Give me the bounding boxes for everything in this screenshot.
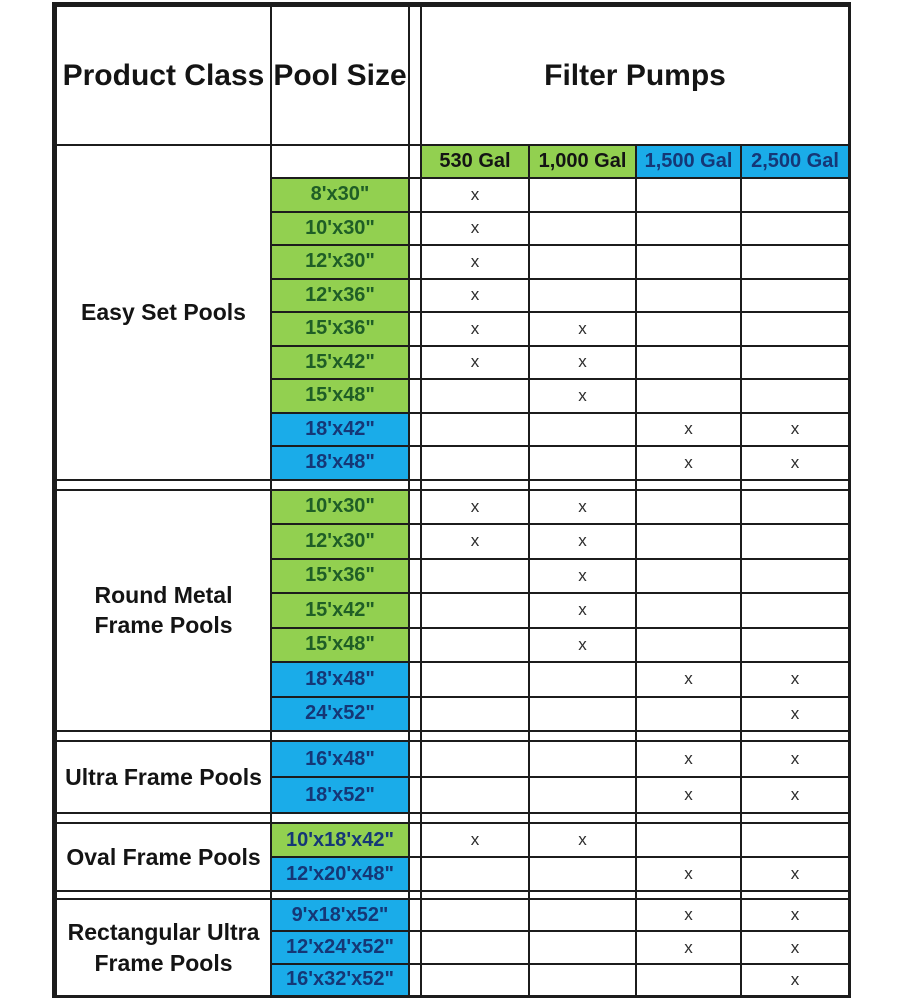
pump-mark-cell <box>635 696 740 731</box>
pump-mark-cell <box>528 963 635 995</box>
pump-mark-cell <box>528 930 635 962</box>
column-divider <box>408 523 420 558</box>
pump-mark-cell <box>528 412 635 446</box>
pump-mark-cell <box>420 696 528 731</box>
section-divider <box>408 730 420 740</box>
pump-mark-cell: x <box>635 445 740 479</box>
product-class-cell <box>55 822 270 890</box>
pump-mark-cell <box>420 592 528 627</box>
section-divider <box>740 890 848 898</box>
section-divider <box>528 812 635 822</box>
pool-size-cell: 18'x52" <box>270 776 408 812</box>
pump-mark-cell <box>635 627 740 662</box>
compatibility-table <box>52 2 851 998</box>
pump-mark-cell <box>740 177 848 211</box>
pump-mark-cell <box>635 211 740 245</box>
pump-mark-cell <box>528 177 635 211</box>
pool-size-cell: 10'x18'x42" <box>270 822 408 856</box>
pump-column-header: 2,500 Gal <box>740 144 848 177</box>
pump-mark-cell: x <box>528 311 635 345</box>
column-divider <box>408 661 420 696</box>
pool-size-cell: 12'x36" <box>270 278 408 312</box>
pump-mark-cell: x <box>528 822 635 856</box>
pump-mark-cell: x <box>740 740 848 776</box>
section-divider <box>55 812 270 822</box>
product-class-label: Round Metal <box>94 581 233 608</box>
pump-mark-cell <box>420 378 528 412</box>
pump-mark-cell <box>528 244 635 278</box>
pump-mark-cell: x <box>740 412 848 446</box>
column-divider <box>408 558 420 593</box>
pump-mark-cell: x <box>420 211 528 245</box>
pump-mark-cell <box>635 523 740 558</box>
pump-mark-cell <box>740 523 848 558</box>
product-class-label: Ultra Frame Pools <box>65 763 262 790</box>
section-divider <box>55 730 270 740</box>
column-divider <box>408 898 420 930</box>
pump-mark-cell: x <box>740 963 848 995</box>
pump-mark-cell <box>420 898 528 930</box>
pool-size-cell: 12'x20'x48" <box>270 856 408 890</box>
pump-mark-cell <box>528 740 635 776</box>
pump-column-header: 1,000 Gal <box>528 144 635 177</box>
column-divider <box>408 278 420 312</box>
pump-mark-cell <box>420 856 528 890</box>
pool-size-cell: 10'x30" <box>270 489 408 524</box>
column-divider <box>408 592 420 627</box>
pool-size-cell: 12'x30" <box>270 523 408 558</box>
pool-size-cell: 10'x30" <box>270 211 408 245</box>
column-divider <box>408 345 420 379</box>
section-divider <box>420 479 528 489</box>
product-class-header: Product Class <box>55 5 270 144</box>
product-class-cell <box>55 898 270 995</box>
column-divider <box>408 963 420 995</box>
section-divider <box>420 730 528 740</box>
pump-mark-cell: x <box>528 378 635 412</box>
pump-mark-cell: x <box>528 345 635 379</box>
pump-mark-cell: x <box>740 930 848 962</box>
pump-mark-cell: x <box>635 661 740 696</box>
pool-size-cell: 15'x48" <box>270 378 408 412</box>
pool-size-cell: 18'x48" <box>270 445 408 479</box>
pump-mark-cell <box>420 445 528 479</box>
section-divider <box>270 730 408 740</box>
pump-mark-cell: x <box>420 489 528 524</box>
pump-column-header: 530 Gal <box>420 144 528 177</box>
product-class-label: Oval Frame Pools <box>66 843 261 870</box>
pump-column-header: 1,500 Gal <box>635 144 740 177</box>
pool-size-cell: 12'x24'x52" <box>270 930 408 962</box>
column-divider <box>408 445 420 479</box>
pump-mark-cell <box>528 776 635 812</box>
pool-size-cell: 15'x42" <box>270 345 408 379</box>
pump-mark-cell <box>635 558 740 593</box>
product-class-label: Frame Pools <box>94 612 233 639</box>
pump-mark-cell <box>420 963 528 995</box>
pump-mark-cell <box>635 489 740 524</box>
pump-mark-cell: x <box>528 523 635 558</box>
pump-mark-cell <box>420 740 528 776</box>
pump-mark-cell: x <box>420 822 528 856</box>
section-divider <box>635 479 740 489</box>
pool-size-blank-cell <box>270 144 408 177</box>
pool-size-cell: 12'x30" <box>270 244 408 278</box>
pump-mark-cell <box>420 412 528 446</box>
pump-mark-cell <box>528 278 635 312</box>
pump-mark-cell: x <box>420 345 528 379</box>
pump-mark-cell <box>420 661 528 696</box>
column-divider <box>408 412 420 446</box>
column-divider <box>408 144 420 177</box>
pump-mark-cell: x <box>740 856 848 890</box>
pump-mark-cell <box>528 211 635 245</box>
pump-mark-cell <box>420 558 528 593</box>
pump-mark-cell <box>528 898 635 930</box>
pump-mark-cell <box>635 278 740 312</box>
pool-size-cell: 8'x30" <box>270 177 408 211</box>
section-divider <box>635 730 740 740</box>
section-divider <box>270 479 408 489</box>
column-divider <box>408 5 420 144</box>
product-class-label: Frame Pools <box>94 949 233 976</box>
pump-mark-cell <box>740 489 848 524</box>
section-divider <box>635 812 740 822</box>
pump-mark-cell: x <box>635 412 740 446</box>
product-class-cell <box>55 144 270 479</box>
pump-mark-cell: x <box>635 776 740 812</box>
section-divider <box>55 479 270 489</box>
pump-mark-cell <box>420 930 528 962</box>
column-divider <box>408 696 420 731</box>
pump-mark-cell: x <box>420 278 528 312</box>
pump-mark-cell <box>528 661 635 696</box>
pool-size-cell: 16'x32'x52" <box>270 963 408 995</box>
pump-mark-cell <box>740 627 848 662</box>
pump-mark-cell <box>740 311 848 345</box>
pool-size-cell: 16'x48" <box>270 740 408 776</box>
pool-size-cell: 9'x18'x52" <box>270 898 408 930</box>
product-class-label: Rectangular Ultra <box>67 919 260 946</box>
section-divider <box>408 479 420 489</box>
pump-mark-cell: x <box>420 177 528 211</box>
pump-mark-cell <box>740 211 848 245</box>
pump-mark-cell <box>740 345 848 379</box>
pump-mark-cell: x <box>740 696 848 731</box>
section-divider <box>420 812 528 822</box>
section-divider <box>635 890 740 898</box>
pump-mark-cell <box>635 963 740 995</box>
pump-mark-cell <box>740 822 848 856</box>
column-divider <box>408 776 420 812</box>
pump-mark-cell: x <box>740 661 848 696</box>
pool-size-cell: 18'x42" <box>270 412 408 446</box>
pump-mark-cell <box>740 592 848 627</box>
pump-mark-cell: x <box>635 856 740 890</box>
section-divider <box>408 812 420 822</box>
column-divider <box>408 177 420 211</box>
column-divider <box>408 378 420 412</box>
product-class-label: Easy Set Pools <box>81 299 246 326</box>
pump-mark-cell: x <box>528 489 635 524</box>
pool-size-cell: 15'x36" <box>270 311 408 345</box>
pump-mark-cell <box>528 696 635 731</box>
pump-mark-cell <box>740 278 848 312</box>
pump-mark-cell: x <box>528 627 635 662</box>
pump-mark-cell: x <box>635 898 740 930</box>
pool-size-cell: 15'x42" <box>270 592 408 627</box>
column-divider <box>408 627 420 662</box>
section-divider <box>740 812 848 822</box>
section-divider <box>420 890 528 898</box>
pump-mark-cell: x <box>635 930 740 962</box>
section-divider <box>55 890 270 898</box>
pump-mark-cell: x <box>420 244 528 278</box>
pump-mark-cell: x <box>740 898 848 930</box>
pump-mark-cell: x <box>740 445 848 479</box>
column-divider <box>408 740 420 776</box>
column-divider <box>408 856 420 890</box>
section-divider <box>270 890 408 898</box>
pump-mark-cell <box>740 244 848 278</box>
pump-mark-cell: x <box>740 776 848 812</box>
product-class-cell <box>55 489 270 731</box>
pump-mark-cell <box>635 345 740 379</box>
pump-mark-cell: x <box>635 740 740 776</box>
column-divider <box>408 244 420 278</box>
column-divider <box>408 822 420 856</box>
filter-pumps-header: Filter Pumps <box>420 5 848 144</box>
pump-mark-cell <box>635 244 740 278</box>
pool-size-cell: 24'x52" <box>270 696 408 731</box>
pump-mark-cell <box>635 378 740 412</box>
pool-size-cell: 15'x48" <box>270 627 408 662</box>
pump-mark-cell <box>740 378 848 412</box>
section-divider <box>528 479 635 489</box>
column-divider <box>408 930 420 962</box>
pump-mark-cell <box>420 776 528 812</box>
pool-size-header: Pool Size <box>270 5 408 144</box>
section-divider <box>528 890 635 898</box>
pump-mark-cell: x <box>528 558 635 593</box>
section-divider <box>528 730 635 740</box>
column-divider <box>408 211 420 245</box>
section-divider <box>740 479 848 489</box>
product-class-cell <box>55 740 270 812</box>
pump-mark-cell <box>635 592 740 627</box>
pump-mark-cell: x <box>420 523 528 558</box>
column-divider <box>408 489 420 524</box>
pool-size-cell: 18'x48" <box>270 661 408 696</box>
pump-mark-cell: x <box>528 592 635 627</box>
pump-mark-cell <box>420 627 528 662</box>
pump-mark-cell: x <box>420 311 528 345</box>
pump-mark-cell <box>528 445 635 479</box>
section-divider <box>740 730 848 740</box>
pump-mark-cell <box>528 856 635 890</box>
pump-mark-cell <box>740 558 848 593</box>
pump-mark-cell <box>635 177 740 211</box>
section-divider <box>270 812 408 822</box>
section-divider <box>408 890 420 898</box>
pool-size-cell: 15'x36" <box>270 558 408 593</box>
pump-mark-cell <box>635 822 740 856</box>
column-divider <box>408 311 420 345</box>
pump-mark-cell <box>635 311 740 345</box>
